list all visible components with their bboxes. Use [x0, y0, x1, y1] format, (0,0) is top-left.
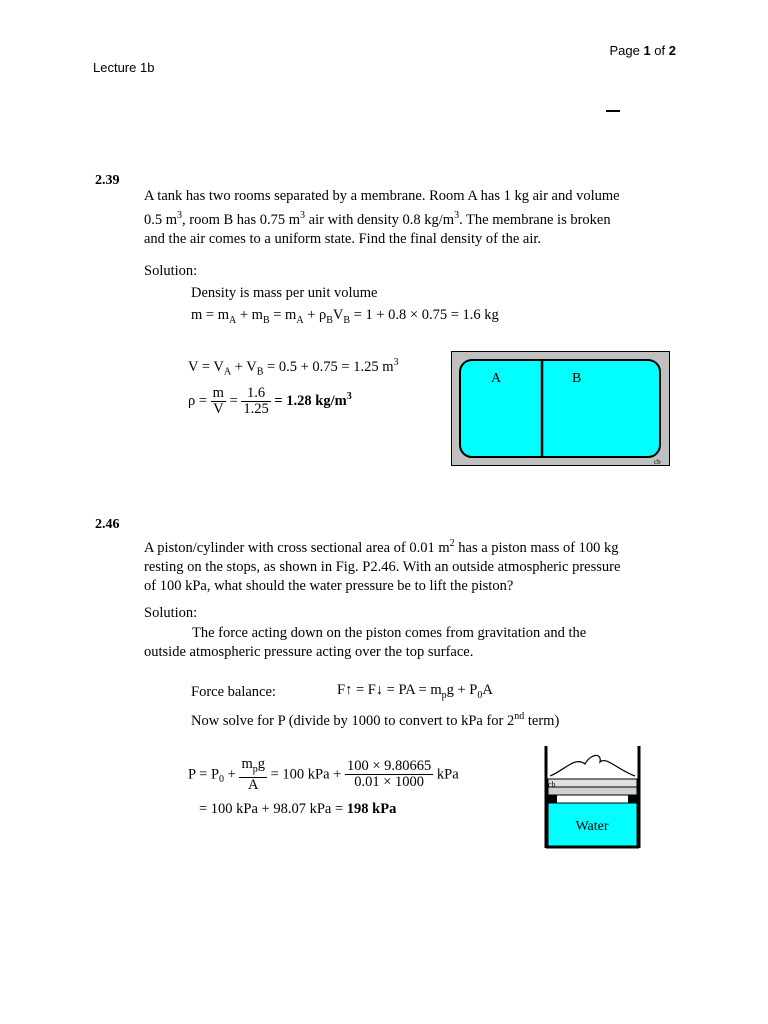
solution-label-2: Solution:	[144, 605, 198, 621]
mass-equation: $m = m_A + m_B = m_A + \rho_BV_B = 1 + 0.8 \times 0.75 = 1.6$ kg	[191, 307, 499, 326]
force-explanation: The force acting down on the piston comes from gravitation and the outside atmospheric pressure acting over the top surface.	[144, 625, 587, 660]
left-stop	[547, 795, 557, 803]
lecture-title: Lecture 1b	[93, 60, 155, 75]
piston-body	[548, 787, 637, 795]
problem-number-2-39: 2.39	[95, 173, 120, 188]
solution-label: Solution:	[144, 263, 198, 279]
problem-number-2-46: 2.46	[95, 517, 120, 532]
figure-tag-2: cb	[548, 780, 556, 789]
atmosphere-sketch	[550, 755, 635, 776]
piston-cylinder-figure	[540, 746, 645, 850]
force-balance-equation: F↑ = F↓ = PA = $m_pg + P_0A$	[337, 682, 493, 701]
solve-instruction: Now solve for P (divide by 1000 to convert to kPa for 2nd term)	[191, 711, 560, 729]
density-definition: Density is mass per unit volume	[191, 285, 378, 301]
figure-tag: cb	[654, 458, 661, 466]
water-label: Water	[575, 819, 609, 834]
page-number: Page 1 of 2	[609, 43, 676, 58]
pressure-equation: $P = P_0$ + $\frac{m_pg}{A}$ = 100 kPa + $\frac{100 \times 9.80665}{0.01 \times 1000}$ kPa	[188, 756, 459, 793]
header-dash	[606, 110, 620, 112]
room-b-label: B	[572, 371, 582, 386]
density-result: ρ = $\frac{m}{V}$ = $\frac{1.6}{1.25}$ = 1.28 $kg/m^3$	[188, 385, 352, 417]
piston-top	[548, 779, 637, 787]
tank-figure	[451, 351, 671, 467]
tank-gas	[460, 360, 660, 457]
right-stop	[628, 795, 638, 803]
force-balance-label: Force balance:	[191, 684, 276, 700]
room-a-label: A	[491, 371, 502, 386]
pressure-result: = 100 kPa + 98.07 kPa = 198 kPa	[199, 801, 397, 817]
problem-2-46-statement: A piston/cylinder with cross sectional area of 0.01 $m^2$ has a piston mass of 100 kg resting on the stops, as shown in Fig. P2.46. With an outside atmospheric pressure of 100 kPa, what should the water pressure be to lift the piston?	[144, 538, 621, 594]
volume-equation: $V = V_A + V_B = 0.5 + 0.75 = 1.25$ $m^3$	[188, 357, 399, 378]
problem-2-39-statement: A tank has two rooms separated by a membrane. Room A has 1 kg air and volume 0.5 $m^3$, room B has 0.75 $m^3$ air with density 0.8 $kg/m^3$. The membrane is broken and the air comes to a uniform state. Find the final density of the air.	[144, 188, 620, 247]
